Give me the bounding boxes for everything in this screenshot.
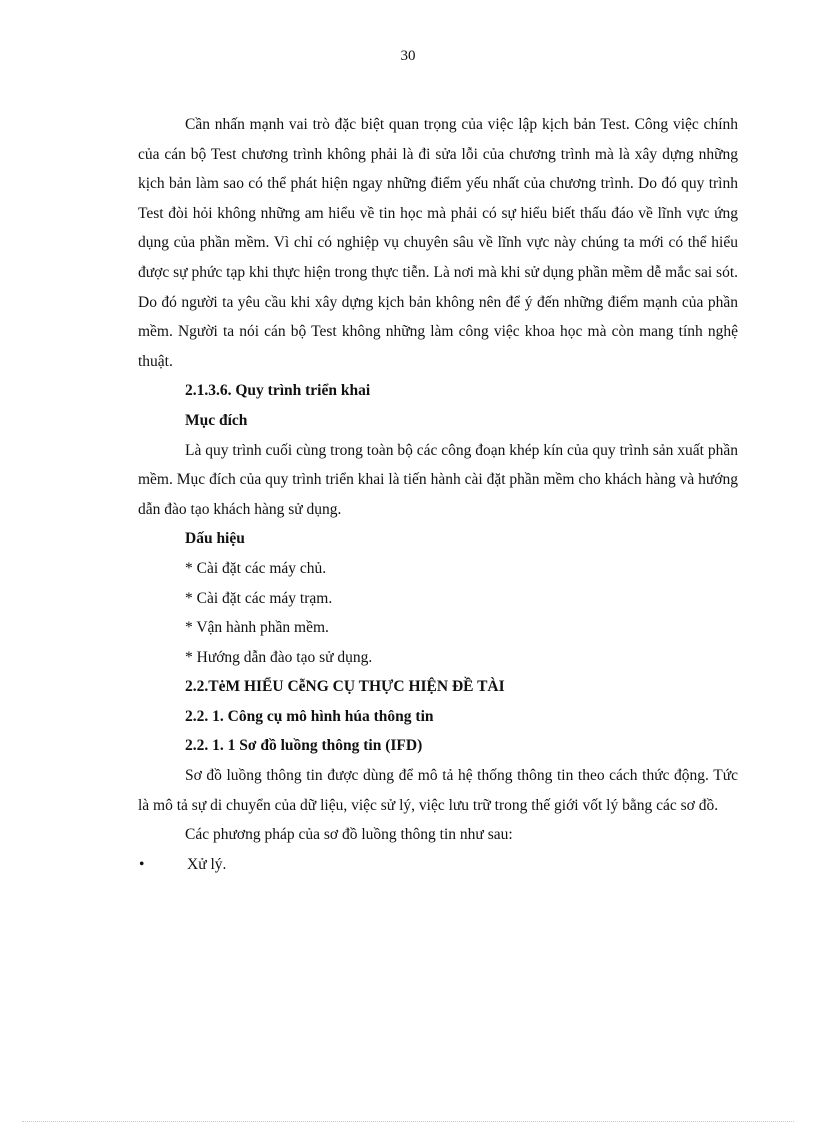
page-number: 30 xyxy=(400,48,416,64)
document-body xyxy=(138,110,738,879)
bullet-text: Xử lý. xyxy=(187,855,227,873)
paragraph-test-scenario: Cần nhấn mạnh vai trò đặc biệt quan trọng của việc lập kịch bản Test. Công việc chính của cán bộ Test chương trình không phải là đi sửa lỗi của chương trình mà là xây dựng những kịch bản làm sao có thể phát hiện ngay những điểm yếu nhất của chương trình. Do đó quy trình Test đòi hỏi không những am hiểu về tin học mà phải có sự hiểu biết thấu đáo về lĩnh vực ứng dụng của phần mềm. Vì chỉ có nghiệp vụ chuyên sâu về lĩnh vực này chúng ta mới có thể hiểu được sự phức tạp khi thực hiện trong thực tiễn. Là nơi mà khi sử dụng phần mềm dễ mắc sai sót. Do đó người ta yêu cầu khi xây dựng kịch bản không nên để ý đến những điểm mạnh của phần mềm. Người ta nói cán bộ Test không những làm công việc khoa học mà còn mang tính nghệ thuật. xyxy=(138,116,738,370)
bullet-item xyxy=(138,850,738,880)
bullet-icon: • xyxy=(139,855,145,873)
sign-item: * Cài đặt các máy chủ. xyxy=(185,559,327,577)
heading-purpose: Mục đích xyxy=(185,411,248,429)
sign-item: * Hướng dẫn đào tạo sử dụng. xyxy=(185,648,373,666)
paragraph-ifd-description: Sơ đồ luồng thông tin được dùng để mô tả hệ thống thông tin theo cách thức động. Tức là mô tả sự di chuyển của dữ liệu, việc sử lý, việc lưu trữ trong thế giới vốt lý bằng các sơ đồ. xyxy=(138,767,738,814)
heading-section-2-2-1-1: 2.2. 1. 1 Sơ đồ luồng thông tin (IFD) xyxy=(185,737,423,755)
paragraph-deployment-purpose: Là quy trình cuối cùng trong toàn bộ các công đoạn khép kín của quy trình sản xuất phần mềm. Mục đích của quy trình triển khai là tiến hành cài đặt phần mềm cho khách hàng và hướng dẫn đào tạo khách hàng sử dụng. xyxy=(138,441,738,518)
sign-item: * Cài đặt các máy trạm. xyxy=(185,589,333,607)
heading-signs: Dấu hiệu xyxy=(185,530,245,548)
paragraph-ifd-methods: Các phương pháp của sơ đồ luồng thông tin như sau: xyxy=(185,826,513,844)
sign-item: * Vận hành phần mềm. xyxy=(185,619,329,637)
footer-divider xyxy=(22,1121,794,1122)
heading-deployment-process: 2.1.3.6. Quy trình triển khai xyxy=(185,382,371,400)
heading-section-2-2: 2.2.TėM HIỂU CễNG CỤ THỰC HIỆN ĐỀ TÀI xyxy=(185,678,505,696)
heading-section-2-2-1: 2.2. 1. Công cụ mô hình húa thông tin xyxy=(185,707,434,725)
